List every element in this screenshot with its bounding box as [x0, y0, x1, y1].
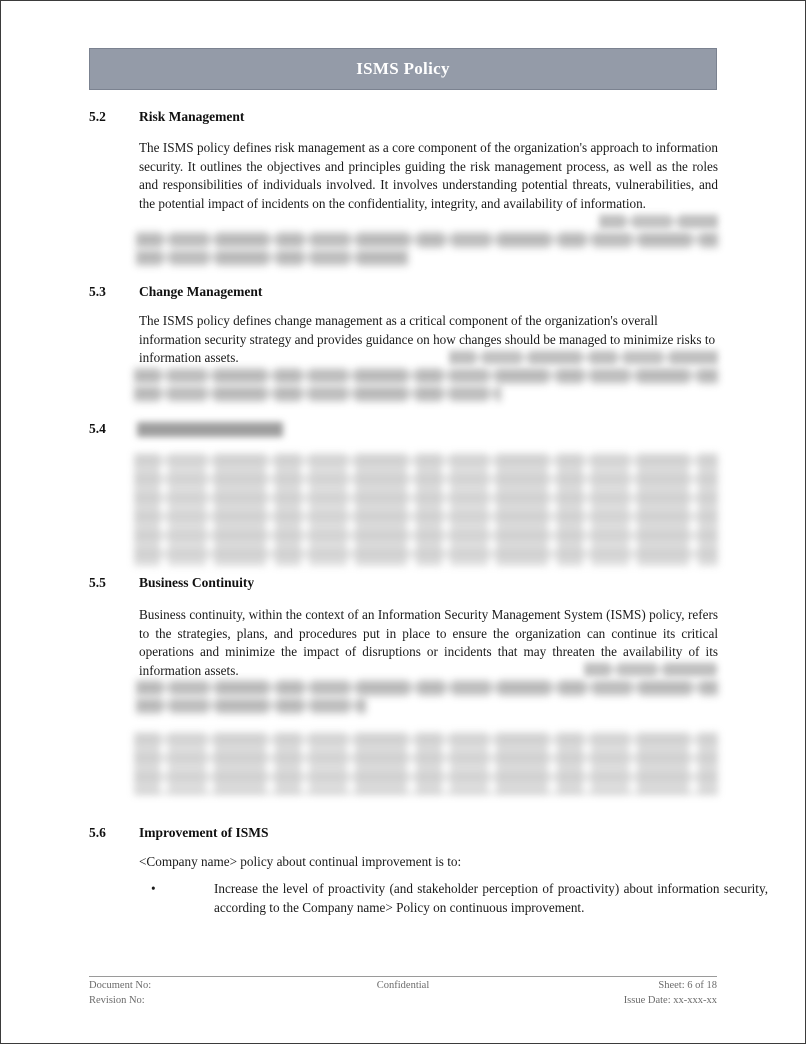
section-5-5-title: Business Continuity: [139, 575, 255, 590]
section-5-6-intro: <Company name> policy about continual improvement is to:: [139, 854, 462, 869]
section-5-5-body: Business continuity, within the context of an Information Security Management System (ISMS) policy, refers to the strategies, plans, and procedures put in place to ensure the organization can continue its critical operations and minimize the impact of disruptions or incidents that may threaten the availability of its information assets.: [139, 607, 718, 679]
section-5-6-number: 5.6: [89, 825, 106, 840]
redacted-block-5-3-line2: [134, 368, 718, 384]
section-5-2-heading: [89, 109, 718, 129]
redacted-block-5-5-line3: [136, 698, 366, 714]
redacted-block-5-3-line3: [134, 386, 501, 402]
section-5-3: [89, 284, 718, 366]
section-5-3-title: Change Management: [139, 284, 263, 299]
redacted-block-5-2-line3: [136, 250, 408, 266]
redacted-paragraph-after-5-5: [134, 732, 718, 795]
section-5-3-body: The ISMS policy defines change management as a critical component of the organization's overall information security strategy and provides guidance on how changes should be managed to minimize risks to information assets.: [139, 313, 716, 366]
redacted-block-5-2-line2: [136, 232, 718, 248]
section-5-6: [89, 825, 768, 915]
redacted-block-5-4-body: [134, 453, 718, 566]
section-5-4-heading: [89, 421, 718, 441]
section-5-4-number: 5.4: [89, 421, 106, 436]
redacted-block-5-2-line1: [599, 214, 718, 229]
section-5-2-title: Risk Management: [139, 109, 245, 124]
footer-classification: Confidential: [376, 980, 430, 991]
footer-sheet-number: Sheet: 6 of 18: [658, 980, 717, 991]
page-footer: [89, 976, 717, 1010]
footer-revision-no: Revision No:: [89, 995, 145, 1006]
section-5-2-body: The ISMS policy defines risk management as a core component of the organization's approach to information security. It outlines the objectives and principles guiding the risk management process, as well as the roles and responsibilities of individuals involved. It involves understanding potential threats, vulnerabilities, and the potential impact of incidents on the confidentiality, integrity, and availability of information.: [139, 140, 718, 212]
section-5-5: [89, 575, 718, 679]
footer-document-no: Document No:: [89, 980, 152, 991]
section-5-6-heading: [89, 825, 718, 845]
footer-row-bottom: [89, 995, 717, 1010]
bullet-point-icon: •: [151, 881, 156, 896]
section-5-2: [89, 109, 718, 212]
section-5-4: [89, 421, 718, 441]
redacted-block-5-5-line2: [136, 680, 718, 696]
footer-issue-date: Issue Date: xx-xxx-xx: [623, 995, 717, 1006]
section-5-5-number: 5.5: [89, 575, 106, 590]
document-header-banner: [89, 48, 717, 90]
section-5-2-number: 5.2: [89, 109, 106, 124]
page-title: ISMS Policy: [356, 59, 450, 78]
section-5-5-heading: [89, 575, 718, 595]
section-5-6-title: Improvement of ISMS: [139, 825, 269, 840]
section-5-6-bullet-1: Increase the level of proactivity (and stakeholder perception of proactivity) about information security, according to the Company name> Policy on continuous improvement.: [214, 881, 768, 915]
section-5-3-number: 5.3: [89, 284, 106, 299]
footer-row-top: [89, 980, 717, 995]
section-5-3-heading: [89, 284, 718, 304]
